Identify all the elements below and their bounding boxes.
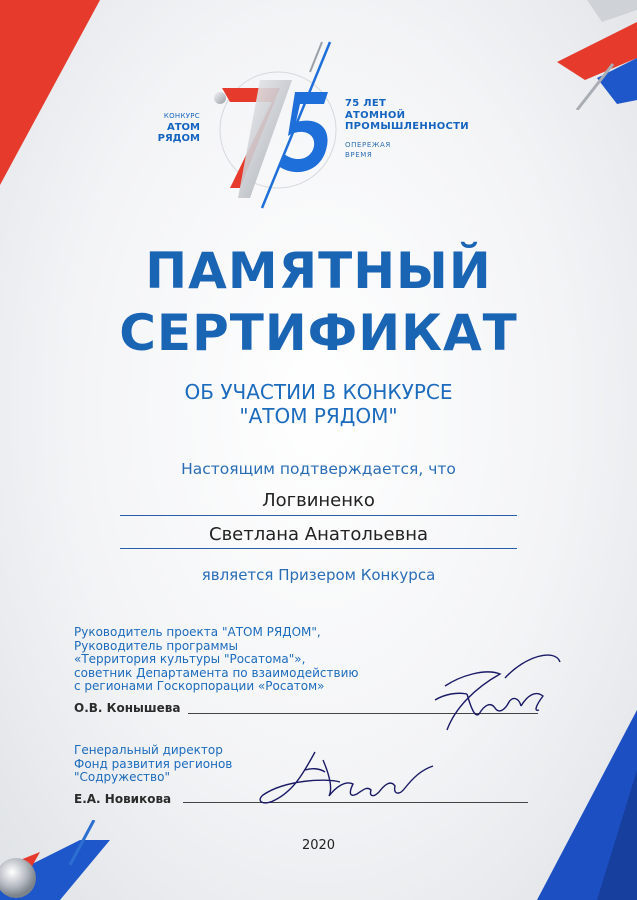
logo-anniversary-text	[345, 98, 515, 160]
logo-tagline-line-1: ОПЕРЕЖАЯ	[345, 140, 391, 149]
signatory-1-role-line-5: с регионами Госкорпорации «Росатом»	[74, 679, 325, 693]
recipient-surname: Логвиненко	[262, 490, 375, 511]
signatory-1-name: О.В. Конышева	[74, 701, 181, 715]
signatory-2-name: Е.А. Новикова	[74, 792, 172, 806]
logo-contest-line-1: КОНКУРС	[163, 112, 200, 120]
signatory-1-role-line-1: Руководитель проекта "АТОМ РЯДОМ",	[74, 625, 321, 639]
logo-contest-line-2: АТОМ	[166, 122, 200, 133]
certificate-subtitle-line-2: "АТОМ РЯДОМ"	[239, 404, 398, 428]
bottom-right-blue-ribbon	[517, 710, 637, 900]
logo-contest-name	[140, 111, 200, 144]
certificate-year: 2020	[301, 838, 336, 853]
signatory-2-role-line-3: "Содружество"	[74, 770, 170, 784]
recipient-given-names-underline	[120, 548, 517, 549]
certificate-title-line-1: ПАМЯТНЫЙ	[145, 242, 492, 300]
signatory-1-role-line-2: Руководитель программы	[74, 638, 239, 653]
signatory-1-role	[74, 626, 414, 694]
signatory-2-role-line-2: Фонд развития регионов	[74, 756, 233, 771]
recipient-surname-underline	[120, 515, 517, 516]
certificate-title-line-2: СЕРТИФИКАТ	[119, 304, 518, 362]
logo-anniversary-line-1: 75 ЛЕТ	[345, 98, 387, 109]
logo-anniversary-line-2: АТОМНОЙ	[345, 109, 406, 121]
logo-75-emblem	[200, 40, 345, 210]
confirmation-text: Настоящим подтверждается, что	[181, 460, 456, 478]
recipient-given-names: Светлана Анатольевна	[209, 524, 428, 545]
signatory-1-role-line-3: «Территория культуры "Росатома"»,	[74, 652, 306, 666]
award-status-text: является Призером Конкурса	[201, 566, 436, 584]
bottom-left-decoration	[0, 820, 110, 900]
top-right-ribbons	[557, 0, 637, 110]
top-left-red-ribbon	[0, 0, 110, 200]
signatory-2-signature	[245, 740, 445, 825]
logo-tagline-line-2: ВРЕМЯ	[345, 150, 373, 159]
logo-contest-line-3: РЯДОМ	[157, 133, 200, 144]
signatory-2-role-line-1: Генеральный директор	[74, 743, 223, 757]
logo-anniversary-line-3: ПРОМЫШЛЕННОСТИ	[345, 121, 469, 132]
signatory-1-role-line-4: советник Департамента по взаимодействию	[74, 665, 359, 680]
certificate-subtitle-line-1: ОБ УЧАСТИИ В КОНКУРСЕ	[184, 380, 453, 404]
signatory-1-signature	[405, 648, 570, 738]
